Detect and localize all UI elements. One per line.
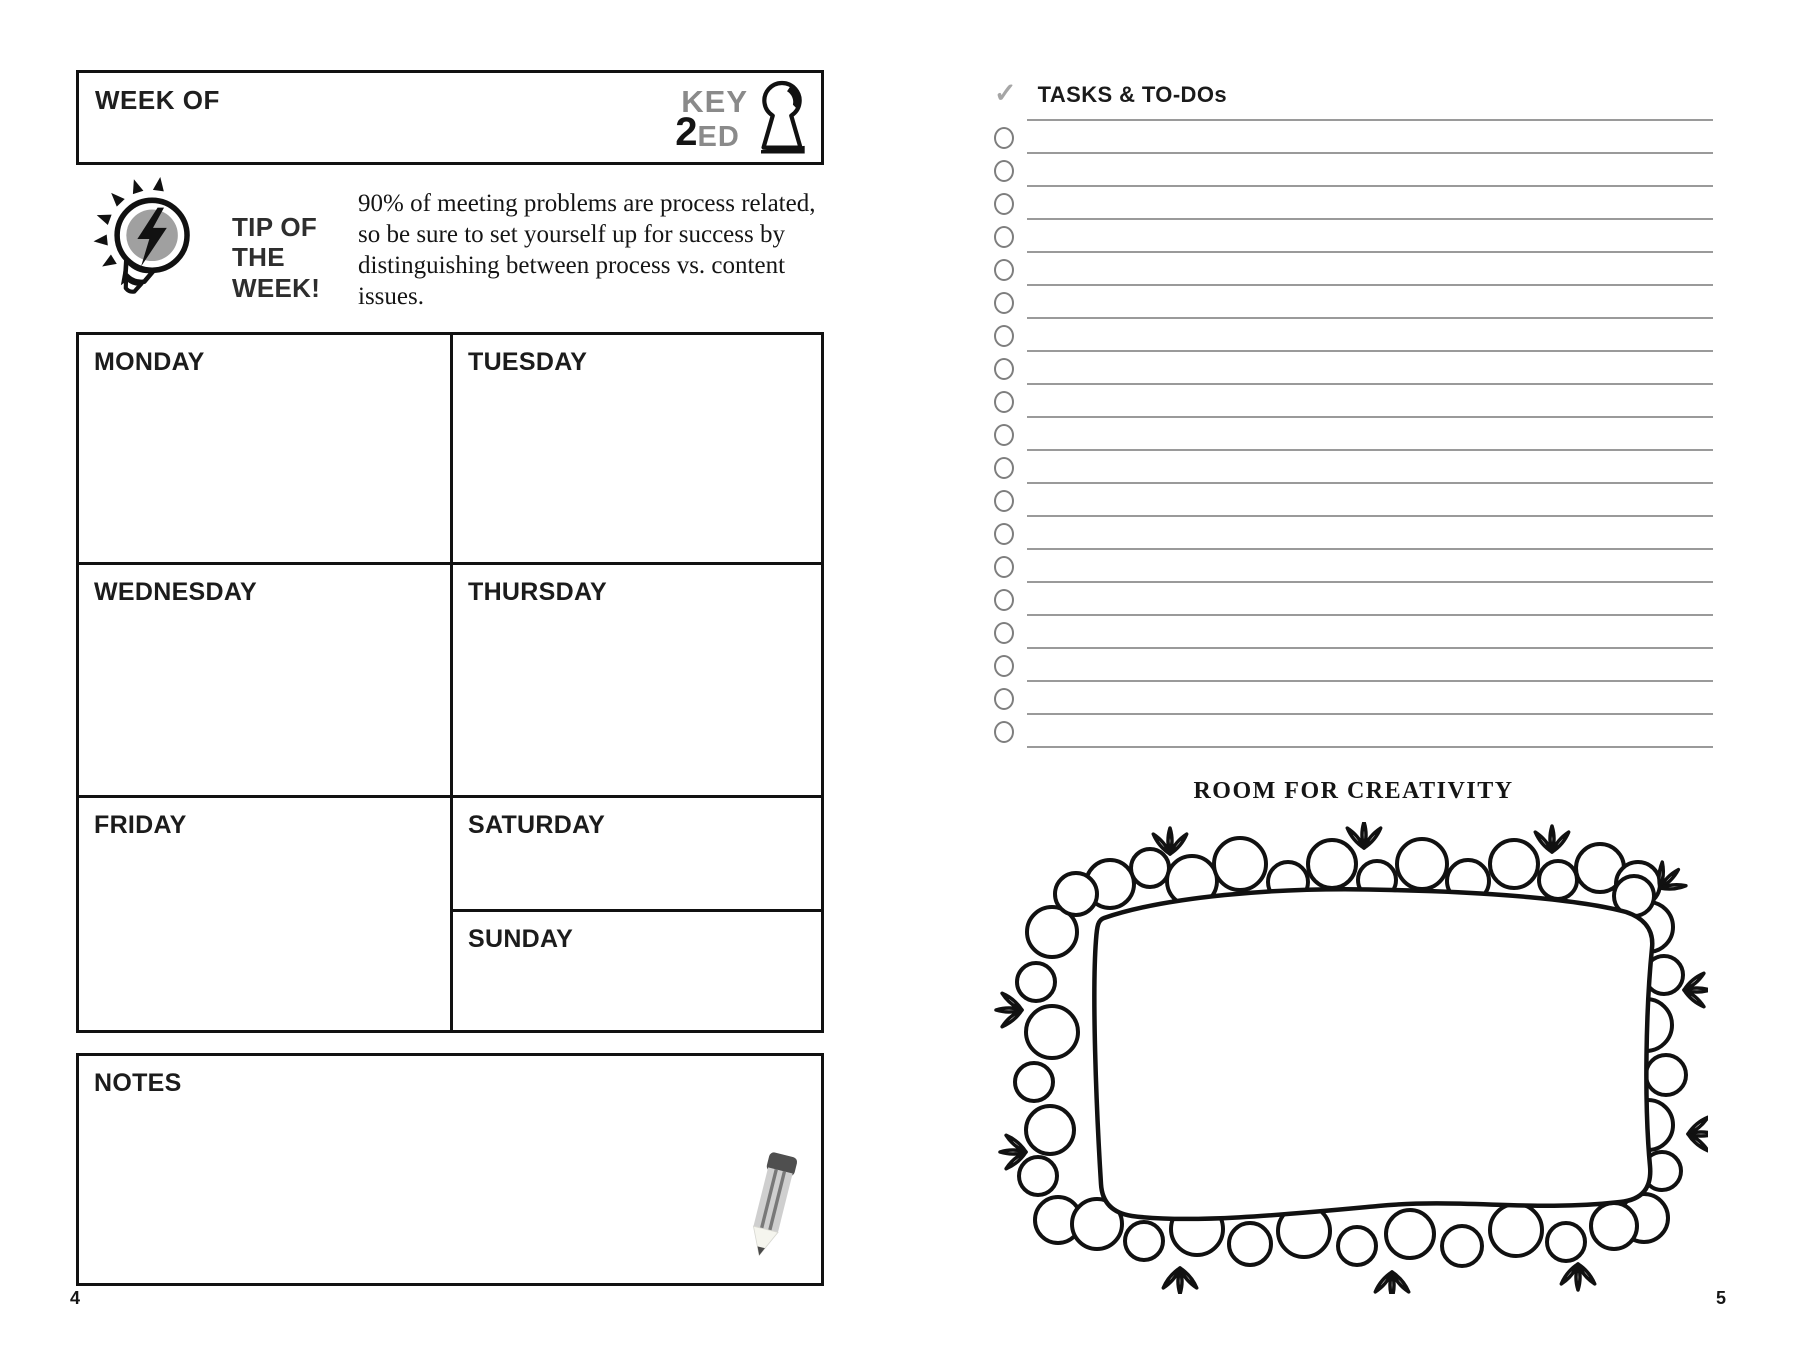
todo-checkbox-circle[interactable] bbox=[994, 358, 1014, 380]
key2ed-logo bbox=[675, 77, 815, 161]
lightbulb-icon bbox=[84, 174, 222, 326]
todo-checkbox-circle[interactable] bbox=[994, 523, 1014, 545]
todo-checkbox-circle[interactable] bbox=[994, 424, 1014, 446]
todo-row[interactable] bbox=[994, 649, 1713, 682]
todo-row[interactable] bbox=[994, 616, 1713, 649]
tip-of-the-week-section bbox=[84, 174, 824, 329]
tasks-title: TASKS & TO-DOs bbox=[1037, 82, 1227, 107]
todo-checkbox-circle[interactable] bbox=[994, 292, 1014, 314]
day-label: SATURDAY bbox=[468, 811, 606, 839]
todo-row[interactable] bbox=[994, 253, 1713, 286]
week-of-input-area[interactable] bbox=[279, 83, 691, 154]
todo-row[interactable] bbox=[994, 583, 1713, 616]
tip-heading-line: WEEK! bbox=[232, 272, 321, 303]
check-icon: ✓ bbox=[994, 78, 1017, 108]
todo-checkbox-circle[interactable] bbox=[994, 457, 1014, 479]
week-of-label: WEEK OF bbox=[95, 85, 220, 115]
todo-checkbox-circle[interactable] bbox=[994, 688, 1014, 710]
todo-row[interactable] bbox=[994, 319, 1713, 352]
creativity-label: ROOM FOR CREATIVITY bbox=[1193, 778, 1514, 804]
todo-row[interactable] bbox=[994, 484, 1713, 517]
pencil-icon bbox=[731, 1144, 810, 1271]
todo-row[interactable] bbox=[994, 517, 1713, 550]
page-number-right: 5 bbox=[1716, 1288, 1727, 1308]
day-cell-monday[interactable] bbox=[79, 335, 450, 562]
page-number-left: 4 bbox=[70, 1288, 81, 1308]
day-label: SUNDAY bbox=[468, 925, 574, 953]
todo-list bbox=[994, 108, 1713, 748]
todo-row[interactable] bbox=[994, 418, 1713, 451]
day-cell-thursday[interactable] bbox=[450, 562, 821, 795]
todo-checkbox-circle[interactable] bbox=[994, 490, 1014, 512]
day-cell-saturday[interactable] bbox=[453, 798, 821, 912]
todo-writing-line[interactable] bbox=[1027, 746, 1713, 748]
weekend-cells bbox=[450, 795, 821, 1030]
day-label: THURSDAY bbox=[468, 578, 607, 606]
todo-checkbox-circle[interactable] bbox=[994, 226, 1014, 248]
todo-checkbox-circle[interactable] bbox=[994, 193, 1014, 215]
todo-list-rows bbox=[994, 121, 1713, 748]
tip-heading-line: TIP OF bbox=[232, 212, 318, 242]
creativity-doodle-frame[interactable] bbox=[992, 822, 1708, 1294]
todo-row[interactable] bbox=[994, 451, 1713, 484]
todo-row[interactable] bbox=[994, 220, 1713, 253]
day-cell-friday[interactable] bbox=[79, 795, 450, 1030]
todo-checkbox-circle[interactable] bbox=[994, 721, 1014, 743]
week-of-box bbox=[76, 70, 824, 165]
todo-row[interactable] bbox=[994, 715, 1713, 748]
tasks-header bbox=[994, 78, 1227, 109]
day-label: WEDNESDAY bbox=[94, 578, 257, 606]
tip-heading bbox=[232, 212, 336, 329]
logo-key-text: KEY bbox=[681, 83, 748, 119]
todo-checkbox-circle[interactable] bbox=[994, 622, 1014, 644]
keyhole-icon bbox=[749, 77, 815, 161]
day-label: TUESDAY bbox=[468, 348, 588, 376]
todo-checkbox-circle[interactable] bbox=[994, 160, 1014, 182]
day-cell-wednesday[interactable] bbox=[79, 562, 450, 795]
tip-heading-line: THE bbox=[232, 242, 285, 273]
weekly-day-grid bbox=[76, 332, 824, 1033]
day-cell-sunday[interactable] bbox=[453, 912, 821, 1030]
todo-row[interactable] bbox=[994, 121, 1713, 154]
todo-checkbox-circle[interactable] bbox=[994, 589, 1014, 611]
todo-checkbox-circle[interactable] bbox=[994, 391, 1014, 413]
tip-text: 90% of meeting problems are process related, so be sure to set yourself up for success by distinguishing between process vs. content issues. bbox=[358, 190, 816, 310]
todo-row[interactable] bbox=[994, 352, 1713, 385]
todo-checkbox-circle[interactable] bbox=[994, 655, 1014, 677]
todo-row[interactable] bbox=[994, 550, 1713, 583]
todo-row[interactable] bbox=[994, 154, 1713, 187]
logo-text bbox=[675, 83, 748, 155]
notes-label: NOTES bbox=[94, 1069, 182, 1097]
todo-checkbox-circle[interactable] bbox=[994, 325, 1014, 347]
todo-row[interactable] bbox=[994, 682, 1713, 715]
notes-box[interactable] bbox=[76, 1053, 824, 1286]
todo-checkbox-circle[interactable] bbox=[994, 127, 1014, 149]
todo-checkbox-circle[interactable] bbox=[994, 556, 1014, 578]
logo-ed-text: ED bbox=[697, 120, 740, 153]
todo-row[interactable] bbox=[994, 286, 1713, 319]
day-label: FRIDAY bbox=[94, 811, 187, 839]
todo-row[interactable] bbox=[994, 187, 1713, 220]
day-label: MONDAY bbox=[94, 348, 205, 376]
todo-top-line bbox=[1027, 108, 1713, 121]
todo-checkbox-circle[interactable] bbox=[994, 259, 1014, 281]
todo-row[interactable] bbox=[994, 385, 1713, 418]
logo-two-text: 2 bbox=[675, 110, 698, 155]
day-cell-tuesday[interactable] bbox=[450, 335, 821, 562]
